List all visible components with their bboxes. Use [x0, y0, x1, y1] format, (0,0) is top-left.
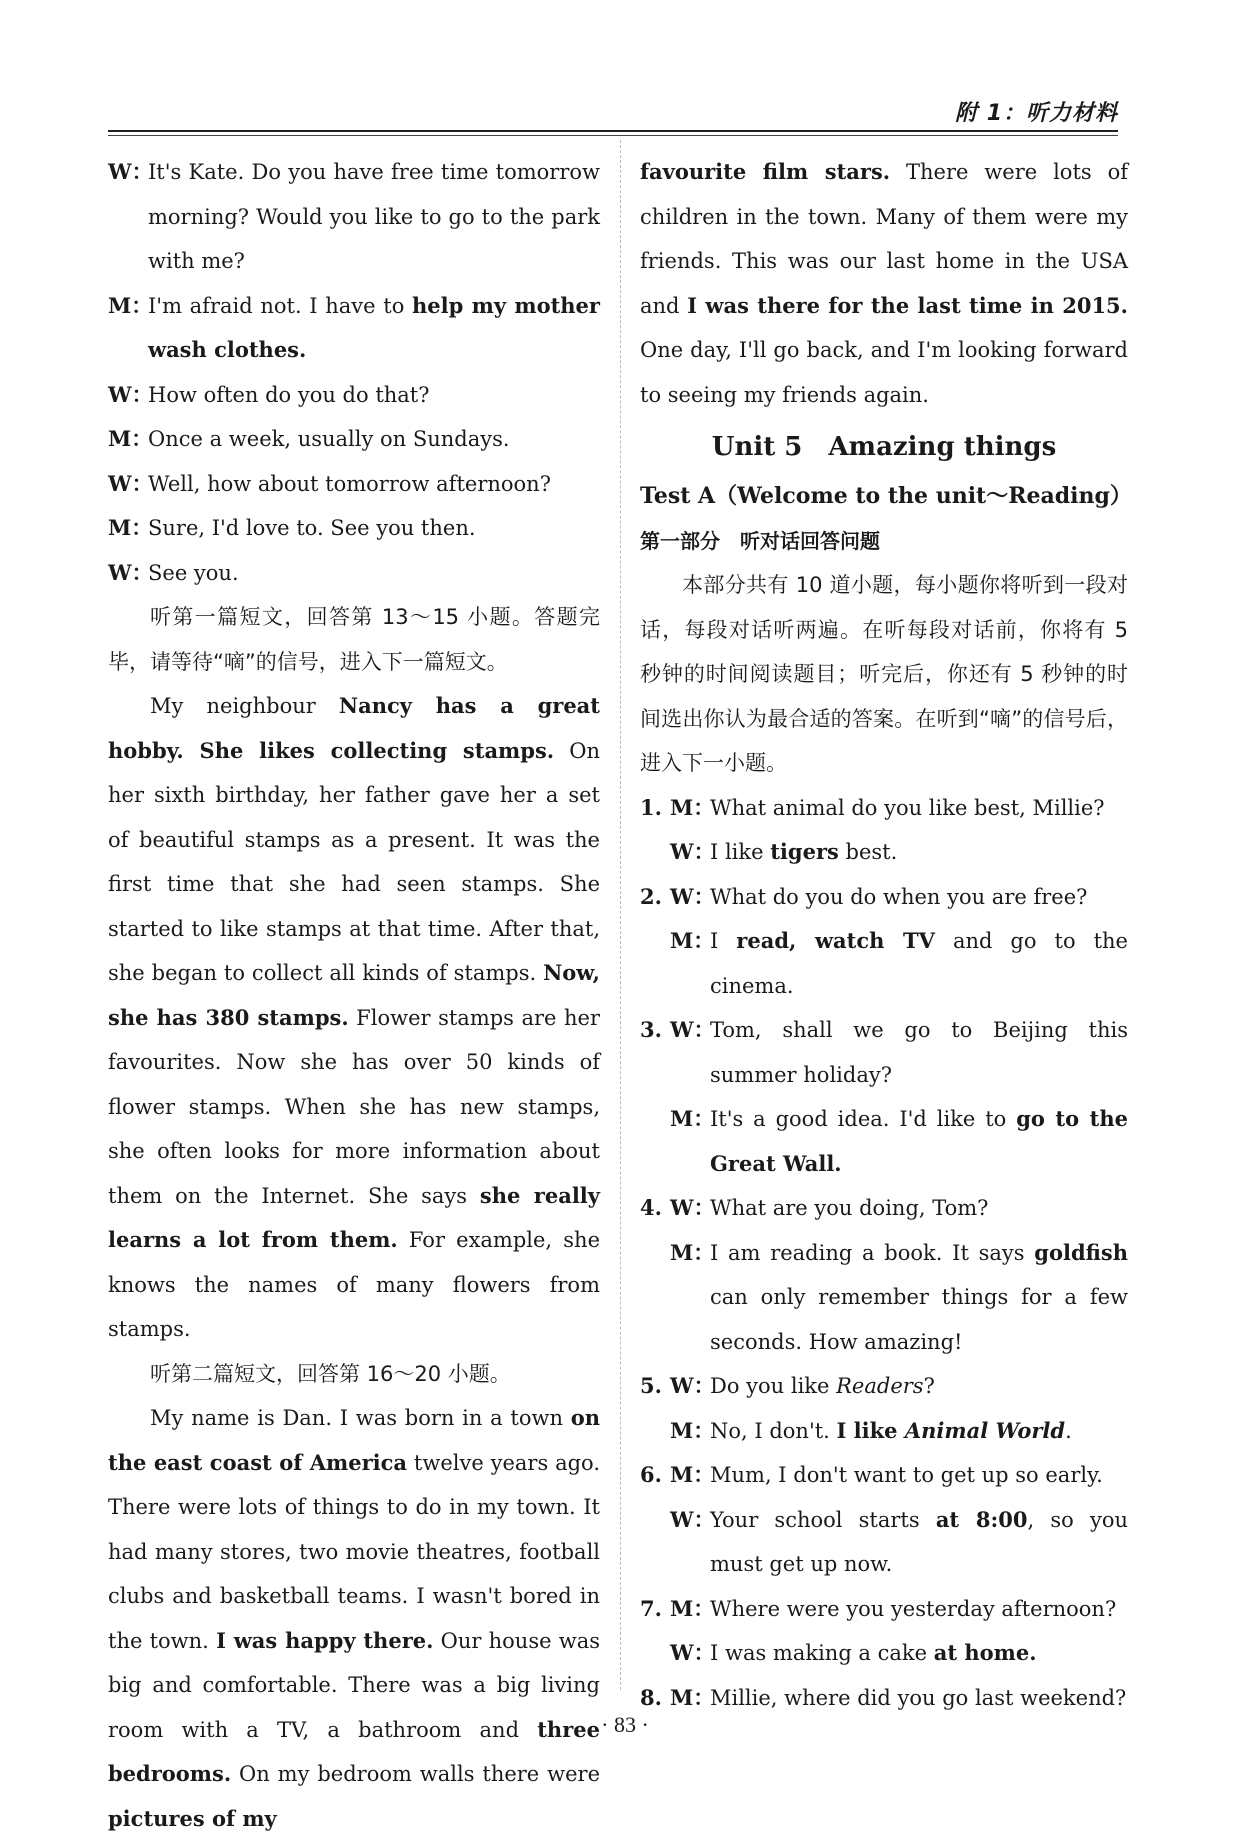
dialogue-line: W： How often do you do that? — [108, 381, 430, 407]
passage-2: My name is Dan. I was born in a town on the east coast of America twelve years ago. There were lots of things to do in my town. It had many stores, two movie theatres, football clubs and basketball teams. I wasn't bored in the town. I was happy there. Our house was big and comfortable. There was a big living room with a TV, a bathroom and three bedrooms. On my bedroom walls there were pictures of my — [108, 1405, 601, 1831]
header-title: 附 1：听力材料 — [955, 101, 1118, 126]
question-5-answer: M： No, I don't. I like Animal World. — [670, 1417, 1072, 1443]
header-rule — [108, 130, 1118, 132]
question-4: 4. W： What are you doing, Tom? — [640, 1195, 989, 1220]
instruction-passage-1: 听第一篇短文，回答第 13～15 小题。答题完毕，请等待“嘀”的信号，进入下一篇短文。 — [108, 605, 600, 674]
instruction-passage-2: 听第二篇短文，回答第 16～20 小题。 — [150, 1361, 511, 1386]
page-number: · 83 · — [601, 1712, 649, 1737]
question-1-answer: W： I like tigers best. — [670, 839, 898, 864]
unit-title: Unit 5 Amazing things — [711, 432, 1057, 462]
question-6-answer: W： Your school starts at 8:00, so you must get up now. — [670, 1506, 1128, 1576]
part-title: 第一部分 听对话回答问题 — [640, 529, 880, 553]
dialogue-line: M： Sure, I'd love to. See you then. — [108, 515, 476, 540]
column-divider — [620, 140, 621, 1690]
question-6: 6. M： Mum, I don't want to get up so early. — [640, 1462, 1103, 1487]
question-4-answer: M： I am reading a book. It says goldfish can only remember things for a few seconds. How amazing! — [670, 1239, 1128, 1354]
page-header — [108, 88, 1118, 132]
test-title: Test A（Welcome to the unit～Reading） — [640, 483, 1132, 509]
question-8: 8. M： Millie, where did you go last weekend? — [640, 1684, 1127, 1710]
passage-1: My neighbour Nancy has a great hobby. She likes collecting stamps. On her sixth birthday, her father gave her a set of beautiful stamps as a present. It was the first time that she had seen stamps. She started to like stamps at that time. After that, she began to collect all kinds of stamps. Now, she has 380 stamps. Flower stamps are her favourites. Now she has over 50 kinds of flower stamps. When she has new stamps, she often looks for more information about them on the Internet. She says she really learns a lot from them. For example, she knows the names of many flowers from stamps. — [108, 693, 600, 1341]
left-column — [108, 150, 600, 1841]
dialogue-line: W： Well, how about tomorrow afternoon? — [108, 470, 551, 496]
question-2-answer: M： I read, watch TV and go to the cinema. — [670, 928, 1128, 998]
dialogue-line: W： See you. — [108, 559, 239, 585]
question-7: 7. M： Where were you yesterday afternoon? — [640, 1595, 1117, 1621]
question-3-answer: M： It's a good idea. I'd like to go to the Great Wall. — [670, 1106, 1128, 1176]
question-7-answer: W： I was making a cake at home. — [670, 1640, 1037, 1665]
part-instructions: 本部分共有 10 道小题，每小题你将听到一段对话，每段对话听两遍。在听每段对话前，你将有 5 秒钟的时间阅读题目；听完后，你还有 5 秒钟的时间选出你认为最合适的答案。在听到“嘀”的信号后，进入下一小题。 — [640, 573, 1128, 775]
question-3: 3. W： Tom, shall we go to Beijing this summer holiday? — [640, 1017, 1128, 1087]
dialogue-line: W： It's Kate. Do you have free time tomorrow morning? Would you like to go to the park with me? — [108, 159, 600, 273]
question-5: 5. W： Do you like Readers? — [640, 1373, 935, 1398]
dialogue-line: M： Once a week, usually on Sundays. — [108, 426, 510, 451]
header-rule-thin — [108, 135, 1118, 136]
right-column — [640, 150, 1132, 1720]
question-1: 1. M： What animal do you like best, Millie? — [640, 794, 1105, 820]
question-2: 2. W： What do you do when you are free? — [640, 883, 1088, 909]
passage-2-continued: favourite film stars. There were lots of children in the town. Many of them were my friends. This was our last home in the USA and I was there for the last time in 2015. One day, I'll go back, and I'm looking forward to seeing my friends again. — [640, 159, 1128, 407]
dialogue-line: M： I'm afraid not. I have to help my mother wash clothes. — [108, 292, 600, 362]
